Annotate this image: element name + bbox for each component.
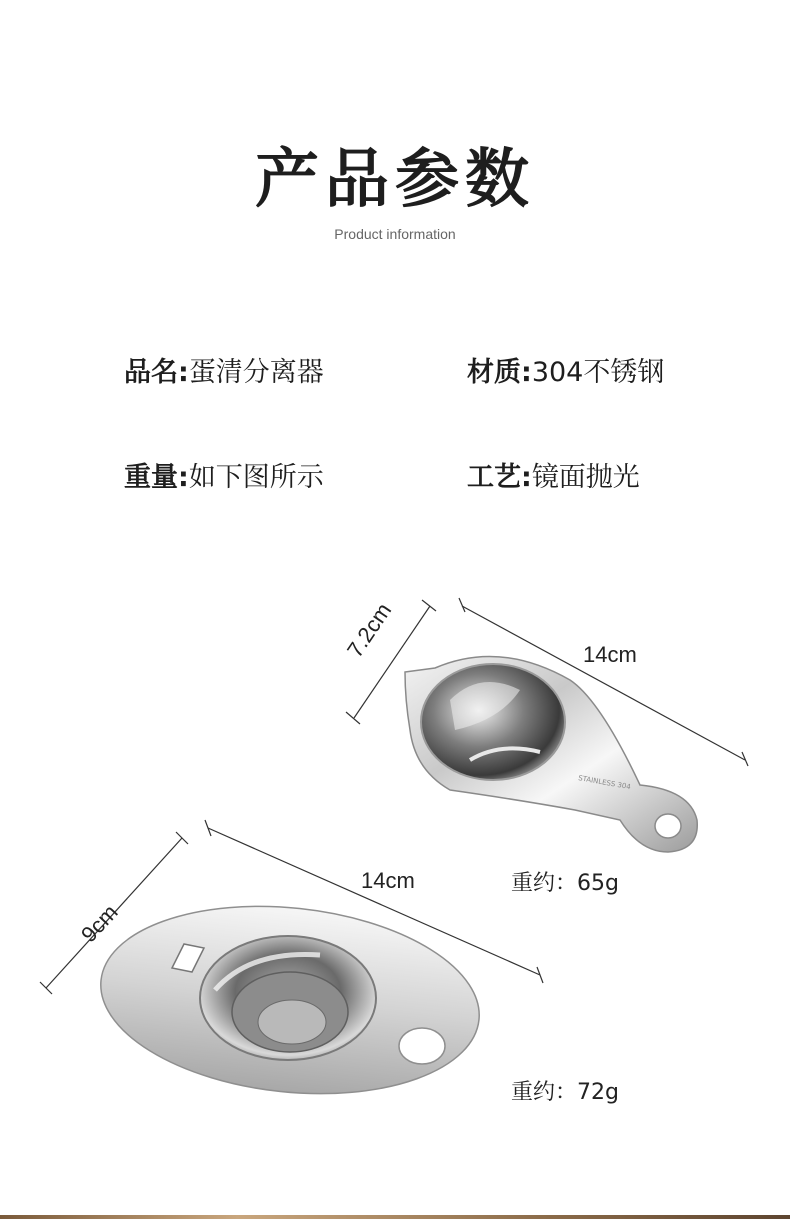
small-separator-image <box>405 656 697 852</box>
spec-weight-key: 重量: <box>124 462 189 493</box>
large-height-label: 9cm <box>76 899 123 948</box>
page-subtitle: Product information <box>334 226 456 242</box>
spec-name-key: 品名: <box>124 357 189 388</box>
large-length-label: 14cm <box>361 868 415 893</box>
small-weight-label: 重约：65g <box>511 871 619 896</box>
large-separator-image <box>91 889 488 1112</box>
spec-material-key: 材质: <box>467 357 532 388</box>
bottom-divider <box>0 1215 790 1219</box>
spec-name-value: 蛋清分离器 <box>188 357 324 388</box>
spec-weight-value: 如下图所示 <box>188 462 324 493</box>
spec-process-value: 镜面抛光 <box>531 462 640 493</box>
small-height-label: 7.2cm <box>342 598 397 662</box>
spec-material-value: 304不锈钢 <box>531 357 665 388</box>
large-weight-label: 重约：72g <box>511 1080 619 1105</box>
small-length-label: 14cm <box>583 642 637 667</box>
svg-text:STAINLESS 304: STAINLESS 304 <box>577 774 632 792</box>
page-title: 产品参数 <box>255 143 535 217</box>
spec-process-key: 工艺: <box>467 462 532 493</box>
